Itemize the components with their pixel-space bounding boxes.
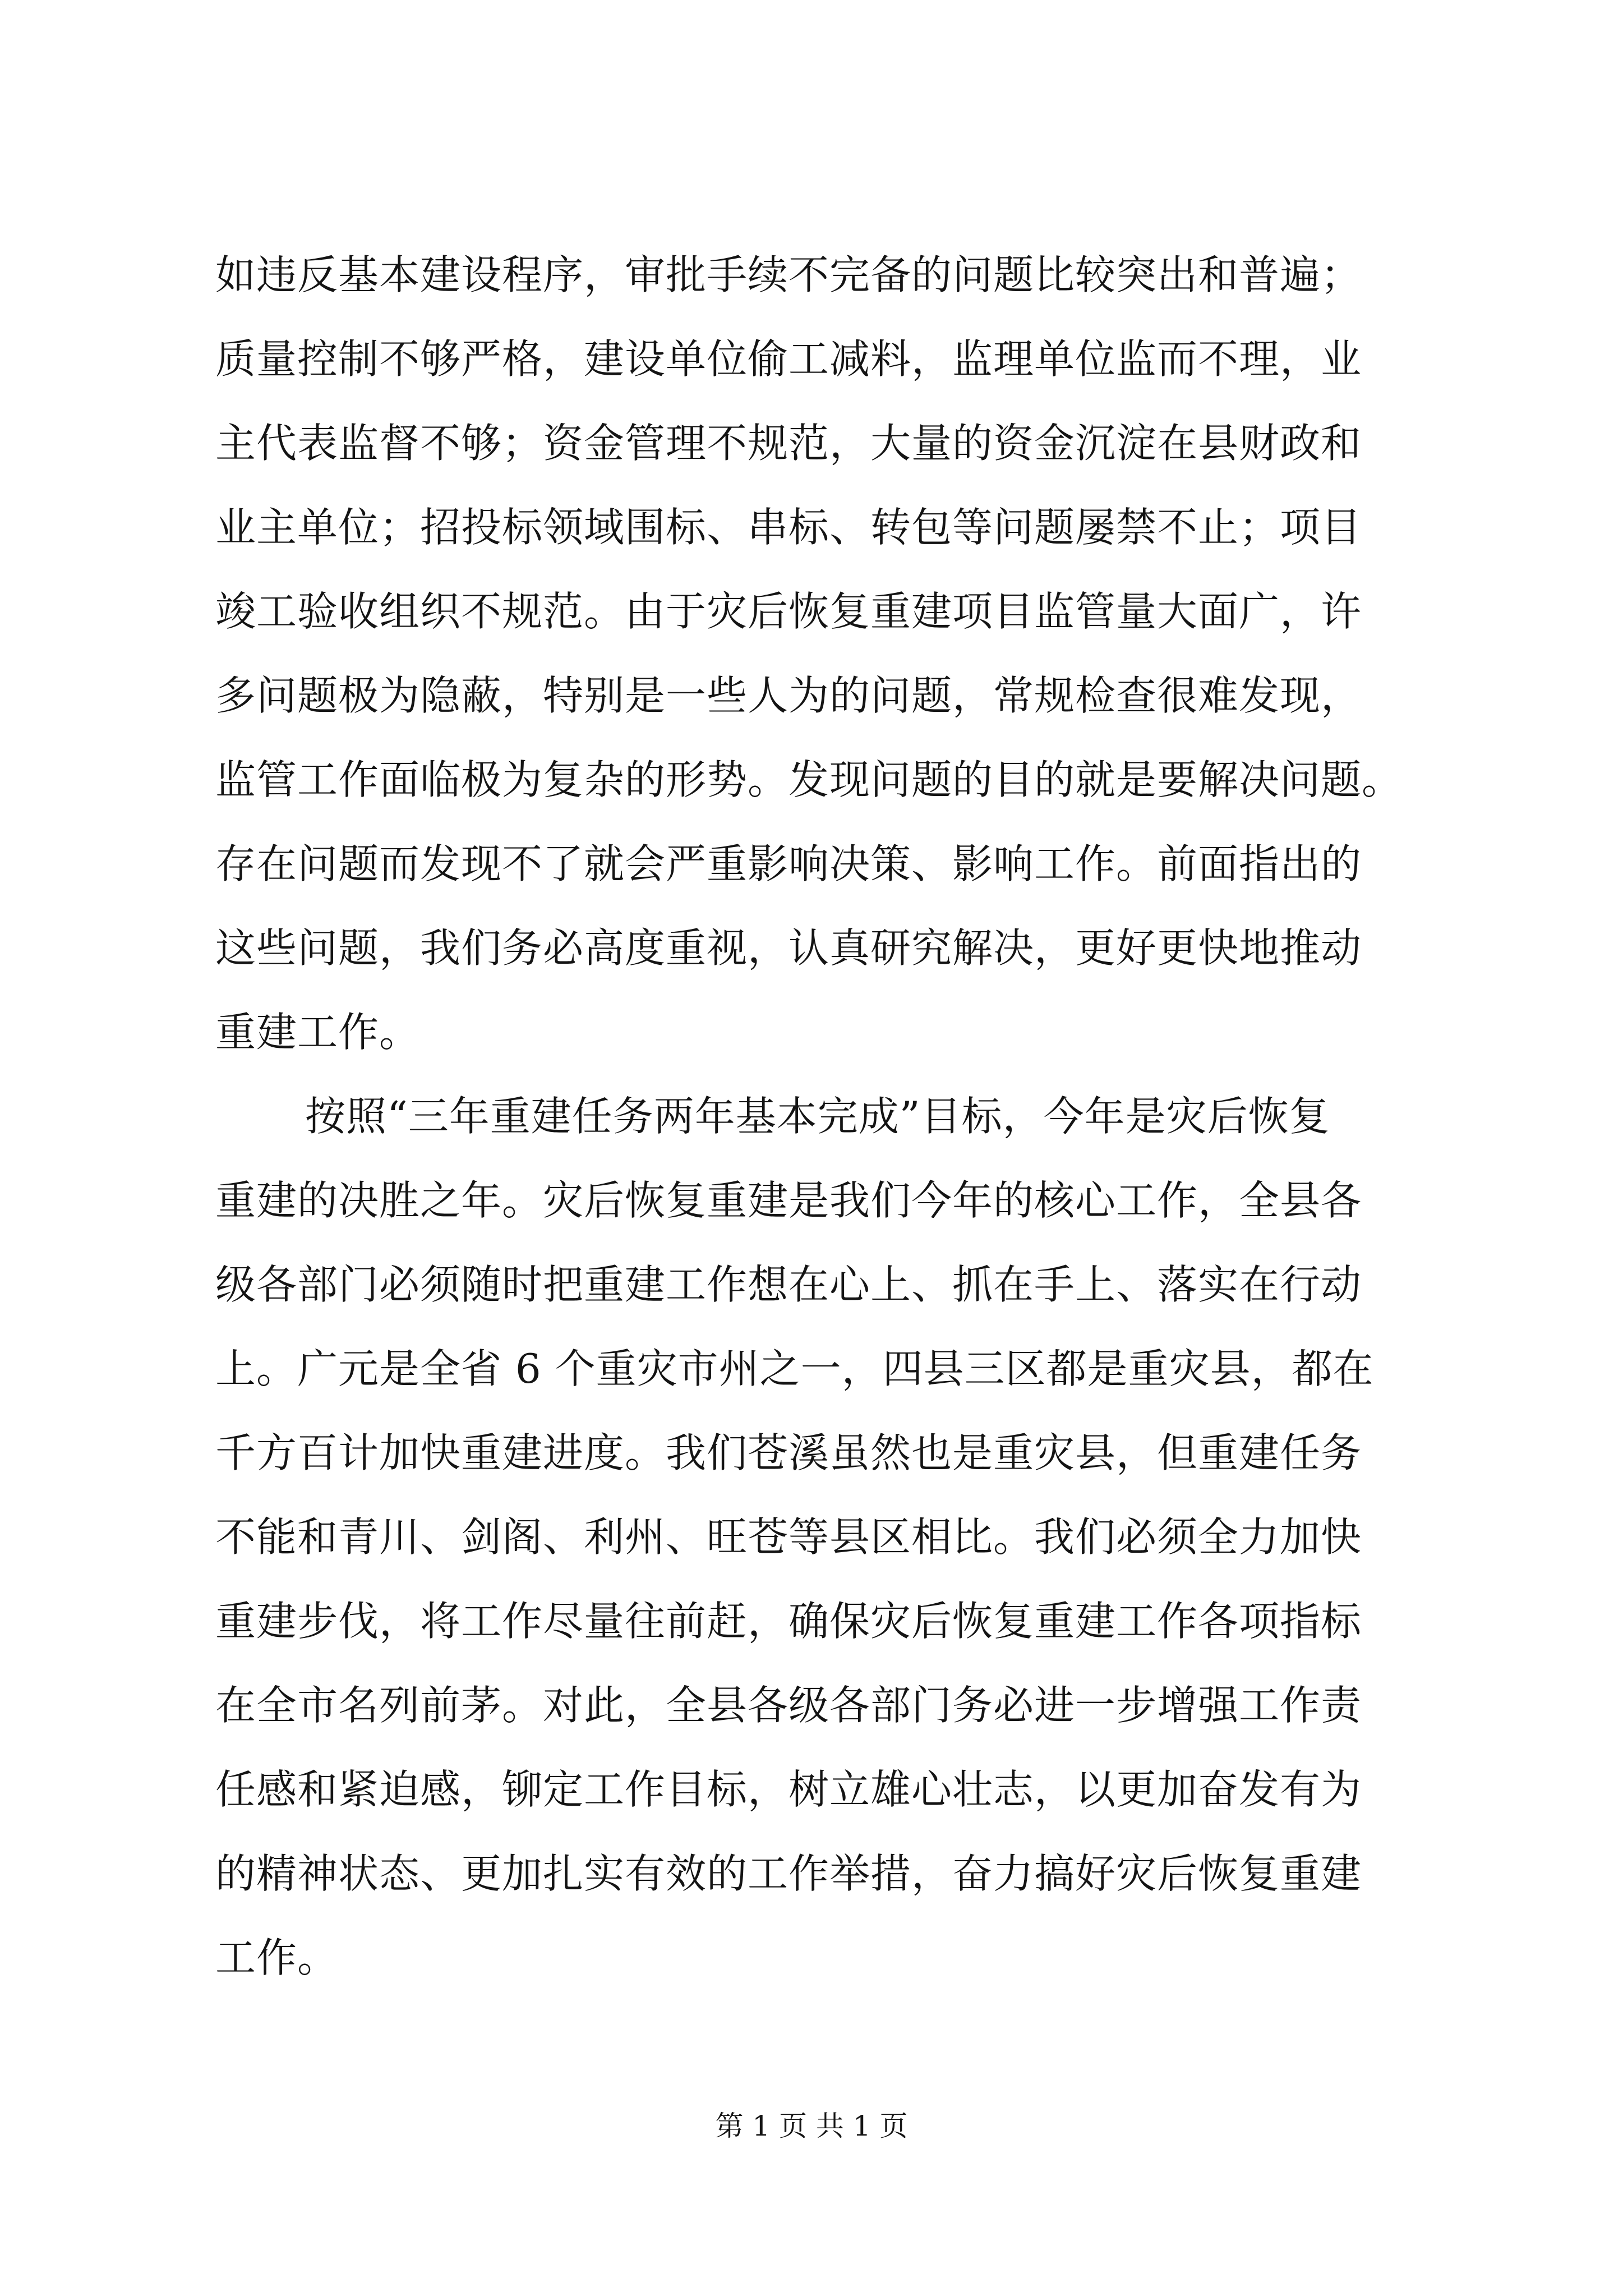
body-text: [215, 233, 1427, 2000]
page-footer: 第 1 页 共 1 页: [715, 2110, 908, 2142]
text-line: 监管工作面临极为复杂的形势。发现问题的目的就是要解决问题。: [215, 756, 1403, 803]
text-line: 的精神状态、更加扎实有效的工作举措，奋力搞好灾后恢复重建: [215, 1850, 1362, 1897]
text-line: 任感和紧迫感，铆定工作目标，树立雄心壮志，以更加奋发有为: [215, 1766, 1362, 1813]
text-line: 竣工验收组织不规范。由于灾后恢复重建项目监管量大面广，许: [215, 588, 1362, 635]
text-line: 质量控制不够严格，建设单位偷工减料，监理单位监而不理，业: [215, 335, 1362, 383]
text-line: 重建步伐，将工作尽量往前赶，确保灾后恢复重建工作各项指标: [215, 1598, 1362, 1645]
text-line: 主代表监督不够；资金管理不规范，大量的资金沉淀在县财政和: [215, 420, 1362, 467]
text-line: 如违反基本建设程序，审批手续不完备的问题比较突出和普遍；: [215, 251, 1362, 298]
text-line: 这些问题，我们务必高度重视，认真研究解决，更好更快地推动: [215, 924, 1362, 972]
text-line: 多问题极为隐蔽，特别是一些人为的问题，常规检查很难发现，: [215, 672, 1362, 719]
text-line: 重建的决胜之年。灾后恢复重建是我们今年的核心工作，全县各: [215, 1177, 1362, 1224]
text-line: 工作。: [215, 1934, 339, 1981]
text-line: 存在问题而发现不了就会严重影响决策、影响工作。前面指出的: [215, 840, 1362, 887]
text-line: 业主单位；招投标领域围标、串标、转包等问题屡禁不止；项目: [215, 504, 1362, 551]
text-line: 不能和青川、剑阁、利州、旺苍等县区相比。我们必须全力加快: [215, 1513, 1362, 1561]
paragraph-start-line: 按照“三年重建任务两年基本完成”目标，今年是灾后恢复: [305, 1093, 1330, 1140]
text-line: 在全市名列前茅。对此，全县各级各部门务必进一步增强工作责: [215, 1682, 1362, 1729]
text-line: 级各部门必须随时把重建工作想在心上、抓在手上、落实在行动: [215, 1261, 1362, 1308]
text-line: 上。广元是全省 6 个重灾市州之一，四县三区都是重灾县，都在: [215, 1345, 1374, 1392]
text-line: 千方百计加快重建进度。我们苍溪虽然也是重灾县，但重建任务: [215, 1429, 1362, 1476]
text-line: 重建工作。: [215, 1009, 421, 1056]
